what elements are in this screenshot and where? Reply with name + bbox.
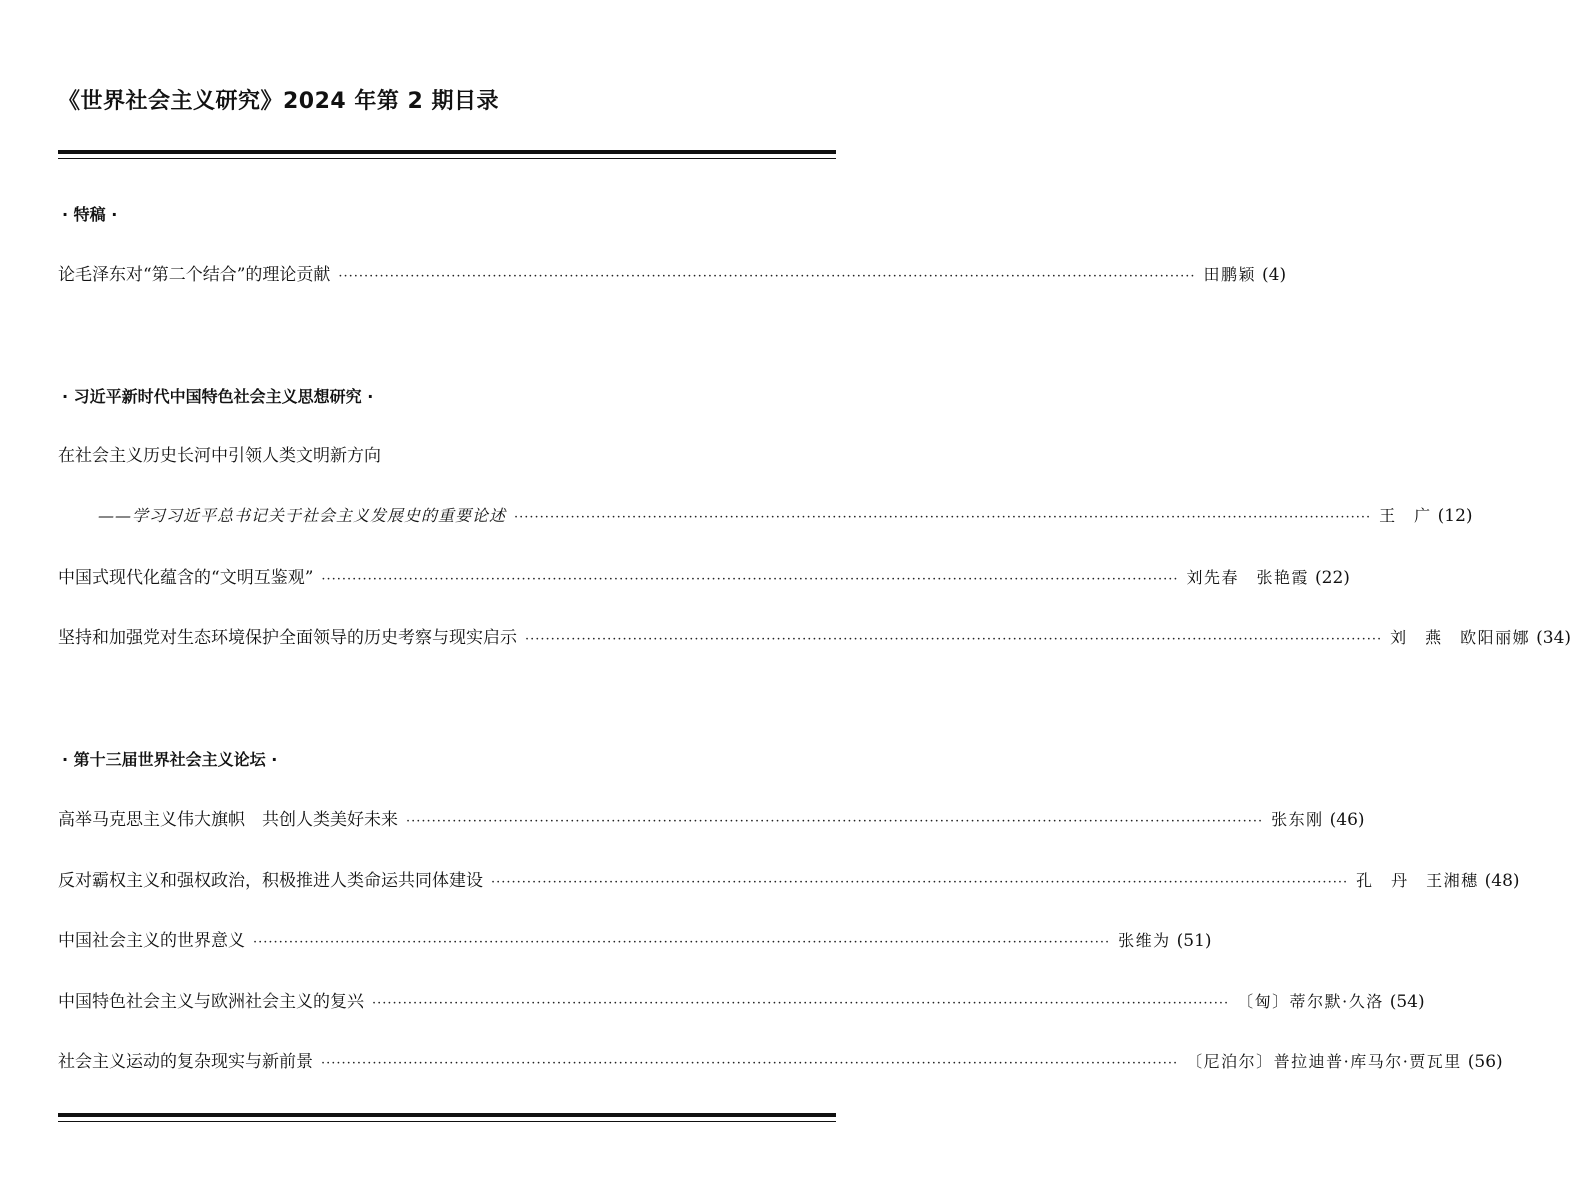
entry-page: (46) (1329, 810, 1365, 830)
entry-author: 张维为 (1118, 931, 1171, 950)
entry-title: 论毛泽东对“第二个结合”的理论贡献 (58, 265, 331, 285)
entry-page: (48) (1484, 871, 1520, 891)
entry-page: (54) (1389, 992, 1425, 1012)
entry-author: 王 广 (1379, 506, 1432, 525)
leader-dots: ······································································································································································· (406, 814, 1264, 829)
entry-author: 张东刚 (1271, 810, 1324, 829)
entry-author: 刘先春 张艳霞 (1186, 568, 1310, 587)
entry-page: (4) (1262, 265, 1287, 285)
top-rule-thin (58, 158, 836, 159)
entry-title: 社会主义运动的复杂现实与新前景 (58, 1052, 313, 1072)
leader-dots: ······································································································································································· (253, 935, 1111, 950)
entry-title: 中国社会主义的世界意义 (58, 931, 245, 951)
section-heading: · 习近平新时代中国特色社会主义思想研究 · (62, 387, 374, 406)
entry-title: 中国特色社会主义与欧洲社会主义的复兴 (58, 992, 364, 1012)
top-rule-thick (58, 150, 836, 154)
bottom-rule-thick (58, 1113, 836, 1117)
toc-entry[interactable] (58, 866, 1520, 892)
entry-page: (51) (1176, 931, 1212, 951)
leader-dots: ······································································································································································· (372, 996, 1230, 1011)
section-heading: · 第十三届世界社会主义论坛 · (62, 750, 278, 769)
entry-subtitle: ——学习习近平总书记关于社会主义发展史的重要论述 (98, 506, 507, 525)
toc-entry[interactable] (58, 805, 1365, 831)
leader-dots: ······································································································································································· (525, 632, 1383, 647)
toc-entry[interactable] (98, 503, 1473, 529)
entry-author: 田鹏颖 (1203, 265, 1257, 284)
toc-entry[interactable] (58, 623, 1571, 649)
entry-author: 〔匈〕蒂尔默·久洛 (1237, 992, 1384, 1011)
toc-entry[interactable] (58, 1047, 1503, 1073)
page-title: 《世界社会主义研究》2024 年第 2 期目录 (58, 89, 500, 114)
leader-dots: ······································································································································································· (338, 269, 1196, 284)
toc-entry[interactable] (58, 987, 1425, 1013)
toc-entry[interactable] (58, 563, 1350, 589)
toc-entry[interactable] (58, 926, 1212, 952)
entry-page: (22) (1315, 568, 1350, 588)
leader-dots: ······································································································································································· (321, 572, 1179, 587)
entry-title: 高举马克思主义伟大旗帜 共创人类美好未来 (58, 810, 398, 830)
entry-author: 孔 丹 王湘穗 (1356, 871, 1479, 890)
entry-title: 中国式现代化蕴含的“文明互鉴观” (58, 568, 314, 588)
leader-dots: ······································································································································································· (514, 510, 1372, 525)
entry-title: 反对霸权主义和强权政治，积极推进人类命运共同体建设 (58, 871, 483, 891)
toc-entry-title-line[interactable]: 在社会主义历史长河中引领人类文明新方向 (58, 446, 381, 466)
entry-page: (34) (1536, 628, 1571, 648)
toc-entry[interactable] (58, 260, 1287, 286)
entry-author: 刘 燕 欧阳丽娜 (1390, 628, 1531, 647)
entry-page: (12) (1437, 506, 1473, 526)
leader-dots: ······································································································································································· (491, 875, 1349, 890)
entry-page: (56) (1467, 1052, 1503, 1072)
entry-author: 〔尼泊尔〕普拉迪普·库马尔·贾瓦里 (1186, 1052, 1462, 1071)
entry-title: 坚持和加强党对生态环境保护全面领导的历史考察与现实启示 (58, 628, 517, 648)
bottom-rule-thin (58, 1121, 836, 1122)
section-heading: · 特稿 · (62, 205, 118, 224)
leader-dots: ······································································································································································· (321, 1056, 1179, 1071)
